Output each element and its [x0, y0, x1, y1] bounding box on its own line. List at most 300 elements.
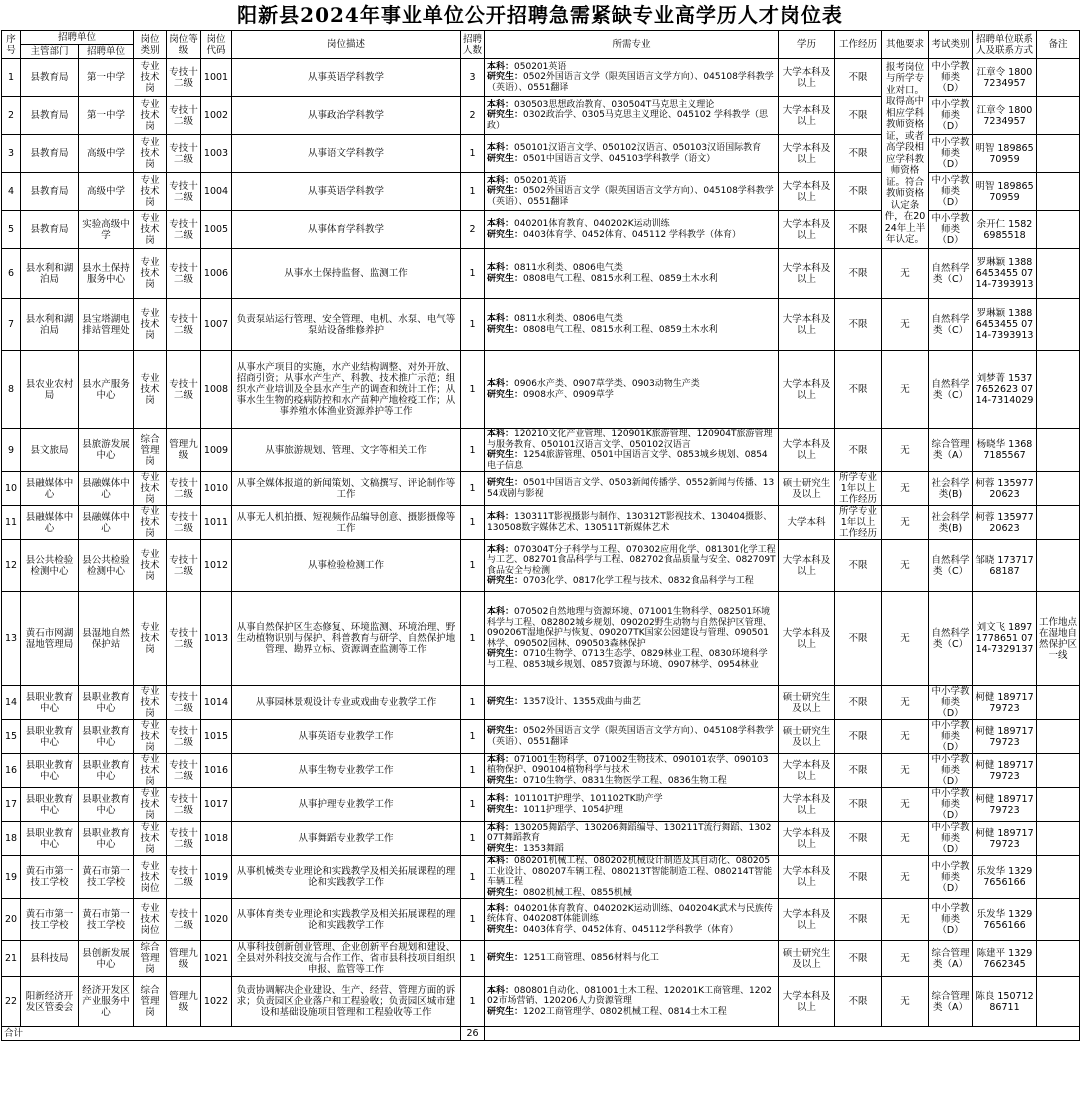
major-yan-label: 研究生： — [487, 726, 524, 736]
row-count: 1 — [461, 856, 485, 899]
major-yan: 0502外国语言文学（限英国语言文学方向）、045108学科教学（英语）、0551翻译 — [487, 186, 774, 207]
row-unit: 高级中学 — [79, 135, 134, 173]
row-exam: 中小学教师类（D） — [929, 97, 973, 135]
row-exam: 自然科学类（C） — [929, 540, 973, 592]
major-yan-label: 研究生： — [487, 953, 524, 964]
row-major — [485, 351, 779, 429]
row-contact: 明智 18986570959 — [973, 173, 1037, 211]
row-post-level: 专技十二级 — [167, 899, 201, 941]
header-contact: 招聘单位联系人及联系方式 — [973, 31, 1037, 59]
total-label: 合计 — [2, 1027, 461, 1041]
row-contact: 柯健 18971779723 — [973, 754, 1037, 788]
major-yan-label: 研究生： — [487, 153, 524, 164]
row-edu: 硕士研究生及以上 — [779, 720, 835, 754]
page-title: 阳新县2024年事业单位公开招聘急需紧缺专业高学历人才岗位表 — [237, 3, 843, 27]
row-contact: 江章令 18007234957 — [973, 97, 1037, 135]
row-dept: 黄石市网湖湿地管理局 — [21, 592, 79, 686]
major-yan: 0501中国语言文学、0503新闻传播学、0552新闻与传播、1354戏剧与影视 — [487, 478, 775, 499]
major-yan-label: 研究生： — [487, 804, 524, 815]
row-contact: 柯蓉 13597720623 — [973, 506, 1037, 540]
row-major — [485, 720, 779, 754]
row-exam: 综合管理类（A） — [929, 941, 973, 977]
major-ben-label: 本科： — [487, 143, 515, 153]
row-other: 无 — [882, 686, 929, 720]
row-contact: 乐发华 13297656166 — [973, 899, 1037, 941]
table-row — [2, 59, 1080, 97]
major-yan: 1202工商管理学、0802机械工程、0814土木工程 — [523, 1006, 727, 1017]
post-table — [1, 30, 1080, 1041]
major-ben: 080201机械工程、080202机械设计制造及其自动化、080205工业设计、080207车辆工程、080213T智能制造工程、080214T智能车辆工程 — [487, 856, 773, 887]
row-count: 3 — [461, 59, 485, 97]
row-post-type: 专业技术岗 — [134, 351, 167, 429]
row-count: 1 — [461, 686, 485, 720]
row-post-code: 1003 — [201, 135, 232, 173]
row-other: 无 — [882, 899, 929, 941]
row-exam: 中小学教师类（D） — [929, 822, 973, 856]
header-seq: 序号 — [2, 31, 21, 59]
row-unit: 县水土保持服务中心 — [79, 249, 134, 299]
row-post-level: 专技十二级 — [167, 97, 201, 135]
row-count: 1 — [461, 899, 485, 941]
row-dept: 县融媒体中心 — [21, 506, 79, 540]
row-contact: 柯蓉 13597720623 — [973, 472, 1037, 506]
major-yan-label: 研究生： — [487, 110, 524, 121]
table-row — [2, 856, 1080, 899]
header-major: 所需专业 — [485, 31, 779, 59]
row-seq: 17 — [2, 788, 21, 822]
row-contact: 陈良 15071286711 — [973, 977, 1037, 1027]
row-exam: 中小学教师类（D） — [929, 135, 973, 173]
row-dept: 县职业教育中心 — [21, 788, 79, 822]
row-seq: 2 — [2, 97, 21, 135]
row-contact: 柯健 18971779723 — [973, 720, 1037, 754]
row-unit: 县湿地自然保护站 — [79, 592, 134, 686]
major-ben: 040201体育教育、040202K运动训练 — [514, 219, 670, 229]
major-ben-label: 本科： — [487, 822, 515, 833]
row-exp: 不限 — [835, 299, 882, 351]
row-exam: 中小学教师类（D） — [929, 754, 973, 788]
row-desc: 从事英语学科教学 — [232, 173, 461, 211]
major-ben: 0811水利类、0806电气类 — [514, 314, 623, 324]
row-major — [485, 211, 779, 249]
row-seq: 20 — [2, 899, 21, 941]
row-edu: 大学本科 — [779, 506, 835, 540]
major-yan: 1251工商管理、0856材料与化工 — [523, 953, 659, 964]
row-count: 1 — [461, 506, 485, 540]
row-unit: 黄石市第一技工学校 — [79, 899, 134, 941]
row-post-level: 专技十二级 — [167, 856, 201, 899]
row-desc: 从事语文学科教学 — [232, 135, 461, 173]
row-note — [1037, 506, 1080, 540]
major-ben: 0906水产类、0907草学类、0903动物生产类 — [514, 379, 700, 389]
row-note — [1037, 977, 1080, 1027]
row-other: 无 — [882, 754, 929, 788]
row-count: 1 — [461, 249, 485, 299]
row-exp: 不限 — [835, 941, 882, 977]
major-ben-label: 本科： — [487, 607, 515, 617]
table-row — [2, 472, 1080, 506]
row-major — [485, 822, 779, 856]
row-post-code: 1016 — [201, 754, 232, 788]
row-note — [1037, 249, 1080, 299]
row-note — [1037, 899, 1080, 941]
major-ben: 130311T影视摄影与制作、130312T影视技术、130404摄影、130508数字媒体艺术、130511T新媒体艺术 — [487, 512, 773, 533]
row-seq: 10 — [2, 472, 21, 506]
row-count: 1 — [461, 472, 485, 506]
row-desc: 从事生物专业教学工作 — [232, 754, 461, 788]
major-yan: 0710生物学、0831生物医学工程、0836生物工程 — [523, 775, 727, 786]
row-other: 无 — [882, 856, 929, 899]
major-yan: 0802机械工程、0855机械 — [523, 887, 632, 898]
row-edu: 大学本科及以上 — [779, 540, 835, 592]
row-post-level: 专技十二级 — [167, 249, 201, 299]
row-post-type: 专业技术岗 — [134, 59, 167, 97]
row-exam: 自然科学类（C） — [929, 351, 973, 429]
row-desc: 从事园林景观设计专业或戏曲专业教学工作 — [232, 686, 461, 720]
row-post-code: 1017 — [201, 788, 232, 822]
row-edu: 大学本科及以上 — [779, 135, 835, 173]
row-post-level: 专技十二级 — [167, 754, 201, 788]
row-major — [485, 540, 779, 592]
row-seq: 6 — [2, 249, 21, 299]
row-exp: 不限 — [835, 173, 882, 211]
row-exam: 中小学教师类（D） — [929, 720, 973, 754]
row-note — [1037, 211, 1080, 249]
row-exam: 中小学教师类（D） — [929, 59, 973, 97]
row-desc: 从事英语专业教学工作 — [232, 720, 461, 754]
row-major — [485, 59, 779, 97]
table-row — [2, 977, 1080, 1027]
row-seq: 13 — [2, 592, 21, 686]
major-ben-label: 本科： — [487, 985, 515, 996]
row-count: 1 — [461, 135, 485, 173]
row-post-level: 专技十二级 — [167, 299, 201, 351]
row-dept: 县教育局 — [21, 135, 79, 173]
row-note — [1037, 822, 1080, 856]
row-contact: 柯健 18971779723 — [973, 822, 1037, 856]
major-ben-label: 本科： — [487, 544, 515, 555]
row-seq: 15 — [2, 720, 21, 754]
row-post-code: 1005 — [201, 211, 232, 249]
total-count: 26 — [461, 1027, 485, 1041]
row-edu: 大学本科及以上 — [779, 822, 835, 856]
row-post-level: 专技十二级 — [167, 686, 201, 720]
row-desc: 负责协调解决企业建设、生产、经营、管理方面的诉求；负责园区企业落户和工程验收；负责园区城市建设和基础设施项目管理和工程验收等工作 — [232, 977, 461, 1027]
row-dept: 县教育局 — [21, 59, 79, 97]
major-yan: 0302政治学、0305马克思主义理论、045102 学科教学（思政） — [487, 110, 769, 131]
major-yan-label: 研究生： — [487, 324, 524, 335]
header-exp: 工作经历 — [835, 31, 882, 59]
row-exp: 所学专业1年以上工作经历 — [835, 506, 882, 540]
row-edu: 大学本科及以上 — [779, 754, 835, 788]
row-major — [485, 472, 779, 506]
total-row — [2, 1027, 1080, 1041]
row-dept: 黄石市第一技工学校 — [21, 856, 79, 899]
row-edu: 大学本科及以上 — [779, 351, 835, 429]
major-ben-label: 本科： — [487, 429, 515, 439]
table-row — [2, 788, 1080, 822]
row-exp: 不限 — [835, 59, 882, 97]
row-post-level: 专技十二级 — [167, 211, 201, 249]
row-post-type: 专业技术岗 — [134, 249, 167, 299]
row-post-level: 管理九级 — [167, 977, 201, 1027]
row-unit: 县职业教育中心 — [79, 720, 134, 754]
major-yan: 0403体育学、0452体育、045112学科教学（体育） — [523, 924, 739, 935]
row-post-code: 1014 — [201, 686, 232, 720]
row-exam: 综合管理类（A） — [929, 977, 973, 1027]
header-edu: 学历 — [779, 31, 835, 59]
major-yan: 0808电气工程、0815水利工程、0859土木水利 — [523, 273, 718, 284]
row-exp: 不限 — [835, 135, 882, 173]
row-post-code: 1020 — [201, 899, 232, 941]
row-desc: 从事全媒体报道的新闻策划、文稿撰写、评论制作等工作 — [232, 472, 461, 506]
row-major — [485, 686, 779, 720]
row-other: 无 — [882, 540, 929, 592]
row-major — [485, 506, 779, 540]
row-post-type: 综合管理岗 — [134, 429, 167, 472]
row-edu: 大学本科及以上 — [779, 249, 835, 299]
row-post-code: 1001 — [201, 59, 232, 97]
row-dept: 县融媒体中心 — [21, 472, 79, 506]
row-edu: 大学本科及以上 — [779, 97, 835, 135]
major-yan-label: 研究生： — [487, 450, 524, 460]
row-unit: 县职业教育中心 — [79, 754, 134, 788]
major-ben-label: 本科： — [487, 219, 515, 229]
row-unit: 县宝塔湖电排站管理处 — [79, 299, 134, 351]
row-seq: 8 — [2, 351, 21, 429]
row-seq: 11 — [2, 506, 21, 540]
major-yan-label: 研究生： — [487, 843, 524, 854]
row-exp: 不限 — [835, 686, 882, 720]
row-dept: 县职业教育中心 — [21, 822, 79, 856]
row-contact: 余开仁 15826985518 — [973, 211, 1037, 249]
row-major — [485, 788, 779, 822]
row-desc: 从事体育类专业理论和实践教学及相关拓展课程的理论和实践教学工作 — [232, 899, 461, 941]
row-post-code: 1009 — [201, 429, 232, 472]
major-ben: 120210文化产业管理、120901K旅游管理、120904T旅游管理与服务教育、050101汉语言文学、050102汉语言 — [487, 429, 773, 450]
row-seq: 21 — [2, 941, 21, 977]
row-desc: 负责泵站运行管理、安全管理、电机、水泵、电气等泵站设备维修养护 — [232, 299, 461, 351]
row-post-type: 专业技术岗 — [134, 472, 167, 506]
total-blank — [485, 1027, 1080, 1041]
major-ben: 050101汉语言文学、050102汉语言、050103汉语国际教育 — [514, 143, 762, 153]
header-note: 备注 — [1037, 31, 1080, 59]
row-seq: 22 — [2, 977, 21, 1027]
major-yan-label: 研究生： — [487, 478, 524, 488]
row-post-type: 专业技术岗 — [134, 97, 167, 135]
row-desc: 从事护理专业教学工作 — [232, 788, 461, 822]
row-major — [485, 941, 779, 977]
row-other: 无 — [882, 506, 929, 540]
row-edu: 硕士研究生及以上 — [779, 472, 835, 506]
row-seq: 7 — [2, 299, 21, 351]
major-yan: 0908水产、0909草学 — [523, 389, 614, 400]
row-exp: 不限 — [835, 788, 882, 822]
major-yan-label: 研究生： — [487, 924, 524, 935]
table-row — [2, 506, 1080, 540]
row-contact: 明智 18986570959 — [973, 135, 1037, 173]
row-edu: 大学本科及以上 — [779, 977, 835, 1027]
row-dept: 县职业教育中心 — [21, 754, 79, 788]
row-contact: 刘梦菁 15377652623 0714-7314029 — [973, 351, 1037, 429]
row-count: 1 — [461, 540, 485, 592]
row-other: 无 — [882, 977, 929, 1027]
row-note — [1037, 59, 1080, 97]
row-major — [485, 754, 779, 788]
row-dept: 县水利和湖泊局 — [21, 299, 79, 351]
major-yan: 1254旅游管理、0501中国语言文学、0853城乡规划、0854电子信息 — [487, 450, 768, 471]
major-ben: 070502自然地理与资源环境、071001生物科学、082501环境科学与工程、082802城乡规划、090202野生动物与自然保护区管理、090206T湿地保护与恢复、090207TK国家公园建设与管理、090501林学、090502园林、090503森林保护 — [487, 607, 772, 649]
major-ben: 030503思想政治教育、030504T马克思主义理论 — [514, 99, 715, 110]
row-post-code: 1015 — [201, 720, 232, 754]
row-other: 无 — [882, 299, 929, 351]
row-edu: 大学本科及以上 — [779, 173, 835, 211]
row-exam: 中小学教师类（D） — [929, 686, 973, 720]
major-yan: 0403体育学、0452体育、045112 学科教学（体育） — [523, 229, 742, 240]
row-unit: 县创新发展中心 — [79, 941, 134, 977]
row-post-code: 1010 — [201, 472, 232, 506]
row-note — [1037, 788, 1080, 822]
table-row — [2, 754, 1080, 788]
row-post-level: 专技十二级 — [167, 540, 201, 592]
major-ben-label: 本科： — [487, 754, 515, 765]
major-yan-label: 研究生： — [487, 389, 524, 400]
row-exam: 自然科学类（C） — [929, 592, 973, 686]
row-other: 无 — [882, 429, 929, 472]
row-contact: 乐发华 13297656166 — [973, 856, 1037, 899]
major-ben: 080801自动化、081001土木工程、120201K工商管理、120202市场营销、120206人力资源管理 — [487, 985, 772, 1007]
header-post-type: 岗位类别 — [134, 31, 167, 59]
row-note — [1037, 720, 1080, 754]
row-other: 无 — [882, 351, 929, 429]
row-post-type: 综合管理岗 — [134, 941, 167, 977]
row-post-code: 1008 — [201, 351, 232, 429]
major-yan-label: 研究生： — [487, 649, 524, 659]
row-post-code: 1002 — [201, 97, 232, 135]
row-desc: 从事政治学科教学 — [232, 97, 461, 135]
row-count: 1 — [461, 592, 485, 686]
row-post-type: 专业技术岗 — [134, 135, 167, 173]
major-ben-label: 本科： — [487, 794, 515, 804]
row-major — [485, 977, 779, 1027]
row-contact: 刘文飞 18971778651 0714-7329137 — [973, 592, 1037, 686]
row-unit: 第一中学 — [79, 59, 134, 97]
major-ben-label: 本科： — [487, 61, 515, 72]
row-unit: 经济开发区产业服务中心 — [79, 977, 134, 1027]
major-ben: 050201英语 — [514, 61, 567, 72]
row-post-type: 专业技术岗 — [134, 173, 167, 211]
row-post-level: 专技十二级 — [167, 173, 201, 211]
table-row — [2, 592, 1080, 686]
row-dept: 县公共检验检测中心 — [21, 540, 79, 592]
row-edu: 大学本科及以上 — [779, 429, 835, 472]
row-dept: 县农业农村局 — [21, 351, 79, 429]
row-post-level: 专技十二级 — [167, 822, 201, 856]
row-seq: 19 — [2, 856, 21, 899]
row-major — [485, 899, 779, 941]
major-yan-label: 研究生： — [487, 229, 524, 240]
major-ben-label: 本科： — [487, 99, 515, 110]
row-edu: 硕士研究生及以上 — [779, 686, 835, 720]
table-row — [2, 899, 1080, 941]
row-post-code: 1006 — [201, 249, 232, 299]
row-seq: 18 — [2, 822, 21, 856]
row-dept: 县文旅局 — [21, 429, 79, 472]
row-desc: 从事检验检测工作 — [232, 540, 461, 592]
header-desc: 岗位描述 — [232, 31, 461, 59]
row-major — [485, 173, 779, 211]
major-yan: 0703化学、0817化学工程与技术、0832食品科学与工程 — [523, 576, 754, 586]
table-row — [2, 822, 1080, 856]
header-post-code: 岗位代码 — [201, 31, 232, 59]
row-unit: 高级中学 — [79, 173, 134, 211]
row-note — [1037, 472, 1080, 506]
row-post-code: 1018 — [201, 822, 232, 856]
row-exam: 自然科学类（C） — [929, 249, 973, 299]
major-yan: 1353舞蹈 — [523, 843, 564, 854]
row-note — [1037, 429, 1080, 472]
row-exam: 中小学教师类（D） — [929, 211, 973, 249]
row-post-type: 专业技术岗 — [134, 788, 167, 822]
row-seq: 14 — [2, 686, 21, 720]
major-yan: 0502外国语言文学（限英国语言文学方向）、045108学科教学（英语）、0551翻译 — [487, 726, 774, 747]
row-major — [485, 429, 779, 472]
table-row — [2, 299, 1080, 351]
row-exam: 中小学教师类（D） — [929, 899, 973, 941]
row-post-code: 1013 — [201, 592, 232, 686]
row-post-code: 1019 — [201, 856, 232, 899]
major-ben-label: 本科： — [487, 379, 515, 389]
row-note — [1037, 299, 1080, 351]
major-ben: 071001生物科学、071002生物技术、090101农学、090103植物保护、090104植物科学与技术 — [487, 754, 769, 776]
header-post-level: 岗位等级 — [167, 31, 201, 59]
row-major — [485, 592, 779, 686]
row-unit: 县融媒体中心 — [79, 506, 134, 540]
row-exam: 中小学教师类（D） — [929, 173, 973, 211]
major-ben: 101101T护理学、101102TK助产学 — [514, 794, 663, 804]
row-desc: 从事无人机拍摄、短视频作品编导创意、摄影摄像等工作 — [232, 506, 461, 540]
row-count: 1 — [461, 351, 485, 429]
row-major — [485, 299, 779, 351]
row-exp: 不限 — [835, 899, 882, 941]
row-post-level: 专技十二级 — [167, 720, 201, 754]
row-contact: 陈建平 13297662345 — [973, 941, 1037, 977]
row-dept: 黄石市第一技工学校 — [21, 899, 79, 941]
row-contact: 江章令 18007234957 — [973, 59, 1037, 97]
row-edu: 大学本科及以上 — [779, 592, 835, 686]
row-count: 1 — [461, 941, 485, 977]
row-edu: 大学本科及以上 — [779, 899, 835, 941]
major-yan-label: 研究生： — [487, 186, 524, 197]
row-exp: 不限 — [835, 97, 882, 135]
row-post-type: 专业技术岗 — [134, 299, 167, 351]
major-ben: 070304T分子科学与工程、070302应用化学、081301化学工程与工艺、082701食品科学与工程、082702食品质量与安全、082709T食品安全与检测 — [487, 544, 776, 576]
major-yan-label: 研究生： — [487, 775, 524, 786]
major-yan-label: 研究生： — [487, 576, 524, 586]
major-yan-label: 研究生： — [487, 1006, 524, 1017]
row-post-level: 专技十二级 — [167, 59, 201, 97]
row-exp: 不限 — [835, 592, 882, 686]
row-note — [1037, 686, 1080, 720]
row-count: 1 — [461, 299, 485, 351]
major-yan-label: 研究生： — [487, 697, 524, 708]
row-post-code: 1012 — [201, 540, 232, 592]
major-ben: 130205舞蹈学、130206舞蹈编导、130211T流行舞蹈、130207T舞蹈教育 — [487, 822, 772, 844]
row-post-level: 专技十二级 — [167, 135, 201, 173]
row-count: 1 — [461, 788, 485, 822]
row-note — [1037, 135, 1080, 173]
major-yan: 1357设计、1355戏曲与曲艺 — [523, 697, 641, 708]
